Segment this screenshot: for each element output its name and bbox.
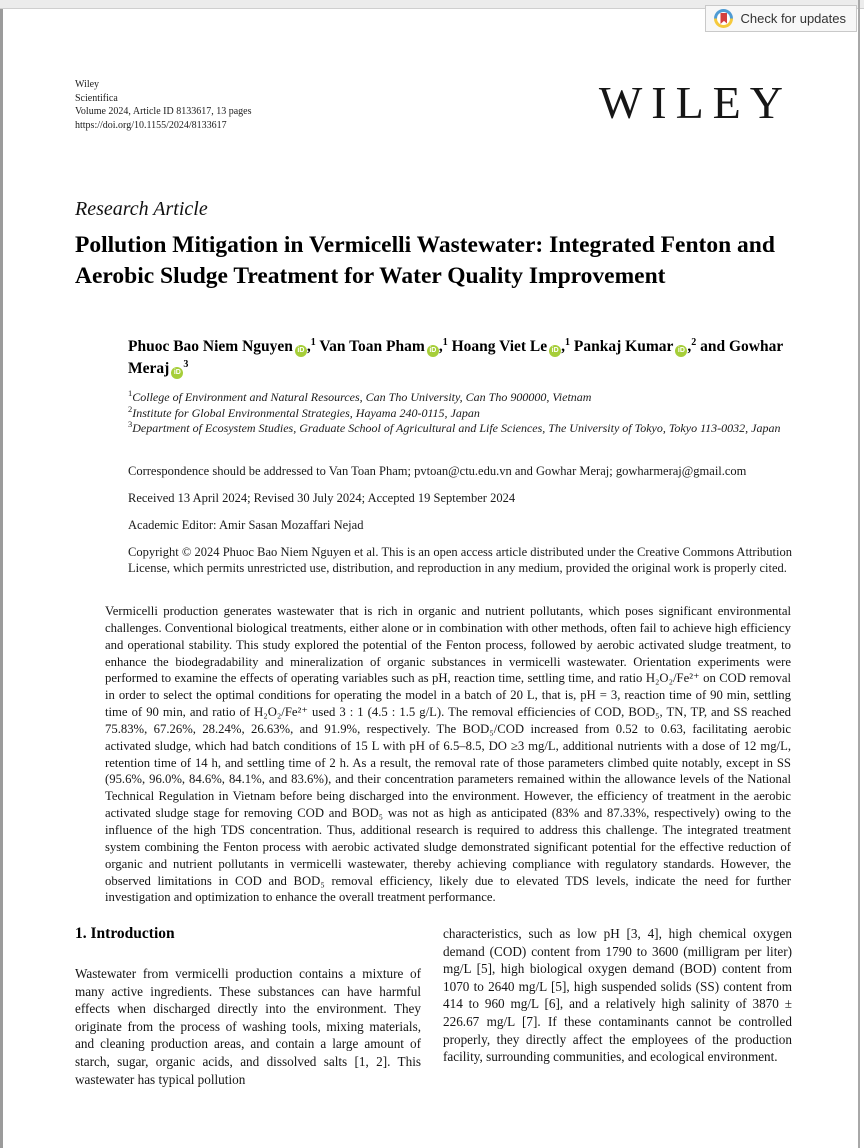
author: Van Toan Pham iD ,$^1$ xyxy=(319,336,448,355)
crossmark-icon xyxy=(714,9,733,28)
check-for-updates-label: Check for updates xyxy=(740,11,846,26)
affiliation: $^2$Institute for Global Environmental Strategies, Hayama 240-0115, Japan xyxy=(128,403,480,420)
intro-right-column xyxy=(443,925,792,1066)
intro-left-column xyxy=(75,925,421,1088)
dates-line: Received 13 April 2024; Revised 30 July 2024; Accepted 19 September 2024 xyxy=(128,491,516,505)
orcid-icon[interactable]: iD xyxy=(549,345,561,357)
orcid-icon[interactable]: iD xyxy=(675,345,687,357)
check-for-updates-button[interactable] xyxy=(705,5,857,32)
orcid-icon[interactable]: iD xyxy=(171,367,183,379)
author: Pankaj Kumar iD ,$^2$ xyxy=(573,336,697,355)
journal-info xyxy=(75,78,251,132)
page-title: Pollution Mitigation in Vermicelli Wastewater: Integrated Fenton and Aerobic Sludge Treatment for Water Quality Improvement xyxy=(75,232,775,289)
wiley-logo: WILEY xyxy=(598,77,792,128)
section-heading-introduction: 1. Introduction xyxy=(75,925,175,942)
intro-paragraph-right: characteristics, such as low pH [3, 4], high chemical oxygen demand (COD) content from 1790 to 3600 (milligram per liter) mg/L [5], high biological oxygen demand (BOD) content from 1070 to 2640 mg/L [5], high suspended solids (SS) content from 414 to 960 mg/L [6], and a relatively high salinity of 3870 ± 226.67 mg/L [7]. If these contaminants cannot be controlled properly, they directly affect the employees of the production facility, surrounding communities, and ecological environment. xyxy=(443,926,792,1065)
author: Phuoc Bao Niem Nguyen iD ,$^1$ xyxy=(128,336,316,355)
copyright-notice: Copyright © 2024 Phuoc Bao Niem Nguyen et al. This is an open access article distributed under the Creative Commons Attribution License, which permits unrestricted use, distribution, and reproduction in any medium, provided the original work is properly cited. xyxy=(128,545,792,575)
affiliation: $^3$Department of Ecosystem Studies, Graduate School of Agricultural and Life Sciences, The University of Tokyo, Tokyo 113-0032, Japan xyxy=(128,419,781,435)
intro-paragraph-left: Wastewater from vermicelli production contains a mixture of many active ingredients. These substances can have harmful effects when discharged directly into the environment. They originate from the process of washing tools, mixing materials, and cleaning production areas, and contain a large amount of starch, sugar, organic acids, and dissolved salts [1, 2]. This wastewater has typical pollution xyxy=(75,966,421,1087)
author: and Gowhar Meraj $iD^3$ xyxy=(128,338,783,377)
affiliation: $^1$College of Environment and Natural Resources, Can Tho University, Can Tho 900000, Vietnam xyxy=(128,388,592,404)
volume-line: Volume 2024, Article ID 8133617, 13 pages xyxy=(75,106,252,117)
affiliation-list xyxy=(128,390,800,437)
page-right-edge xyxy=(858,0,860,1148)
publisher-name: Wiley xyxy=(75,79,100,90)
page-left-edge xyxy=(0,9,3,1148)
orcid-icon[interactable]: iD xyxy=(295,345,307,357)
journal-name: Scientifica xyxy=(75,92,118,104)
author: Hoang Viet Le iD ,$^1$ xyxy=(451,336,571,355)
article-type-label: Research Article xyxy=(75,198,208,220)
abstract-text: Vermicelli production generates wastewater that is rich in organic and nutrient pollutants, which poses significant environmental challenges. Conventional biological treatments, either alone or in combination with other methods, often fail to achieve high efficiency and operational stability. This study explored the potential of the Fenton process, followed by aerobic activated sludge treatment, to enhance the biodegradability and mineralization of organic substances in vermicelli wastewater. Orientation experiments were performed to examine the effects of operating variables such as pH, reaction time, settling time, and ratio H₂O₂/Fe²⁺ on COD removal in order to select the optimal conditions for operating the model in a batch of 20 L, that is, pH = 3, reaction time of 90 min, settling time of 90 min, and ratio of H₂O₂/Fe²⁺ used 3 : 1 (4.5 : 1.5 g/L). The removal efficiencies of COD, BOD₅, TN, TP, and SS reached 75.83%, 67.26%, 28.24%, 26.63%, and 91.9%, respectively. The BOD₅/COD increased from 0.52 to 0.63, facilitating aerobic activated sludge, which had batch conditions of 15 L with pH of 6.5–8.5, DO ≥3 mg/L, additional nutrients with a dose of 12 mg/L, retention time of 14 h, and settling time of 2 h. As a result, the removal rate of those parameters climbed quite notably, except in SS (95.6%, 96.0%, 84.6%, 84.1%, and 83.6%), and their concentration parameters remained within the allowance levels of the National Technical Regulation in Vietnam before being discharged into the environment. However, the efficiency of treatment in the aerobic activated sludge stage for removing COD and BOD₅ was not as high as anticipated (83% and 87.33%, respectively) owing to the influence of the high TDS concentration. Thus, additional research is required to address this challenge. The integrated treatment system combining the Fenton process with aerobic activated sludge demonstrated significant potential for the effective reduction of organic and nutrient pollutants in vermicelli wastewater, thereby achieving compliance with regulatory standards. However, the observed limitations in COD and BOD₅ removal efficiency, likely due to elevated TDS levels, indicate the need for further investigation and optimization to enhance the overall treatment performance. xyxy=(105,604,791,905)
doi-link[interactable]: https://doi.org/10.1155/2024/8133617 xyxy=(75,119,227,131)
correspondence-line: Correspondence should be addressed to Van Toan Pham; pvtoan@ctu.edu.vn and Gowhar Meraj; gowharmeraj@gmail.com xyxy=(128,464,747,478)
orcid-icon[interactable]: iD xyxy=(427,345,439,357)
author-list xyxy=(128,336,820,380)
academic-editor-line: Academic Editor: Amir Sasan Mozaffari Nejad xyxy=(128,518,364,532)
